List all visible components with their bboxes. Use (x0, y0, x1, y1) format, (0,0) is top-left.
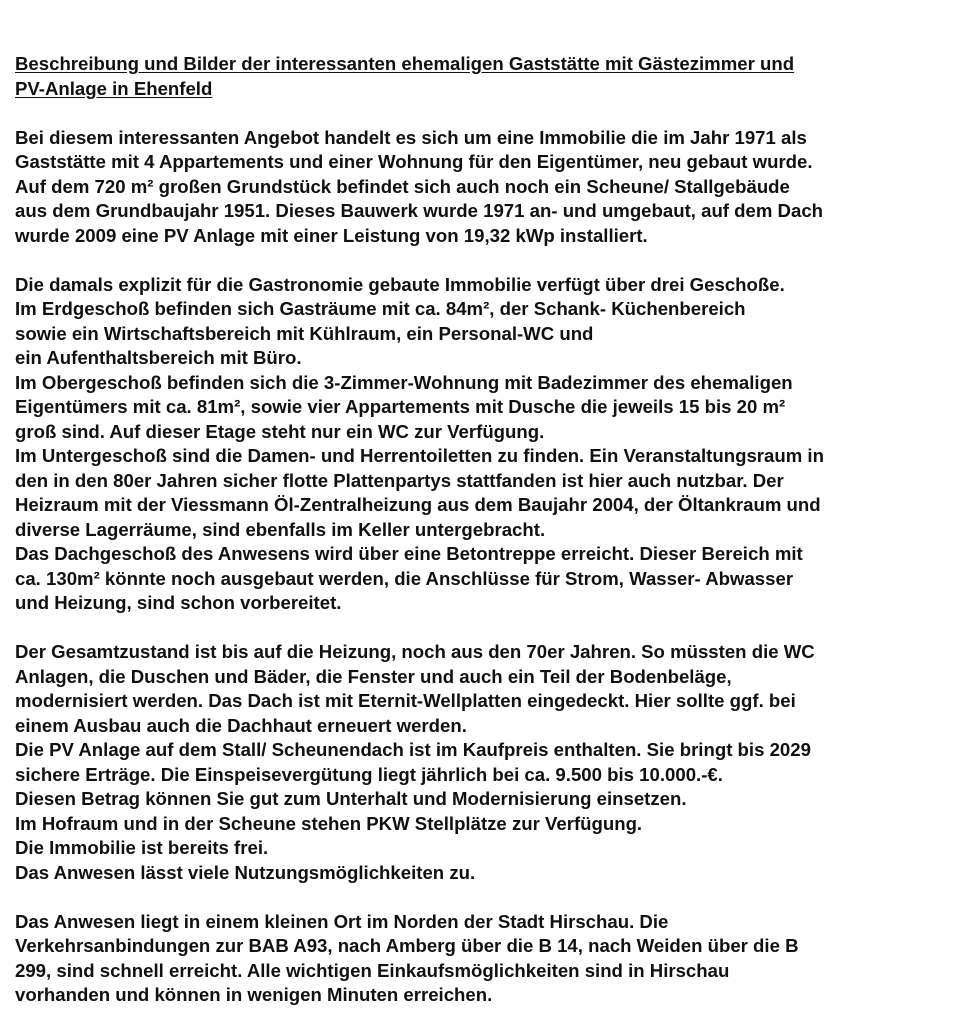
text-line: diverse Lagerräume, sind ebenfalls im Keller untergebracht. (15, 518, 546, 540)
paragraph-gap (15, 885, 960, 910)
paragraph-gap (15, 101, 960, 126)
text-line: und Heizung, sind schon vorbereitet. (15, 592, 342, 613)
text-line: Im Erdgeschoß befinden sich Gasträume mit ca. 84m², der Schank- Küchenbereich (15, 298, 746, 319)
text-line: Verkehrsanbindungen zur BAB A93, nach Amberg über die B 14, nach Weiden über die B (15, 935, 799, 956)
text-line: Der Gesamtzustand ist bis auf die Heizung, noch aus den 70er Jahren. So müssten die WC (15, 641, 815, 662)
text-line: Im Obergeschoß befinden sich die 3-Zimmer-Wohnung mit Badezimmer des ehemaligen (15, 371, 793, 393)
text-line: Im Untergeschoß sind die Damen- und Herrentoiletten zu finden. Ein Veranstaltungsraum in (15, 445, 824, 466)
paragraph-condition (15, 640, 960, 885)
text-line: einem Ausbau auch die Dachhaut erneuert werden. (15, 714, 467, 736)
title-line: PV-Anlage in Ehenfeld (15, 77, 213, 99)
text-line: 299, sind schnell erreicht. Alle wichtigen Einkaufsmöglichkeiten sind in Hirschau (15, 959, 730, 981)
text-line: modernisiert werden. Das Dach ist mit Eternit-Wellplatten eingedeckt. Hier sollte ggf. bei (15, 690, 796, 711)
text-line: Die damals explizit für die Gastronomie gebaute Immobilie verfügt über drei Geschoße. (15, 273, 785, 295)
text-line: Bei diesem interessanten Angebot handelt es sich um eine Immobilie die im Jahr 1971 als (15, 126, 807, 148)
text-line: Heizraum mit der Viessmann Öl-Zentralheizung aus dem Baujahr 2004, der Öltankraum und (15, 494, 821, 515)
text-line: ein Aufenthaltsbereich mit Büro. (15, 347, 302, 368)
text-line: Das Anwesen lässt viele Nutzungsmöglichkeiten zu. (15, 861, 476, 883)
text-line: vorhanden und können in wenigen Minuten erreichen. (15, 984, 493, 1005)
text-line: Diesen Betrag können Sie gut zum Unterhalt und Modernisierung einsetzen. (15, 788, 687, 809)
text-line: Im Hofraum und in der Scheune stehen PKW Stellplätze zur Verfügung. (15, 812, 643, 834)
text-line: Das Dachgeschoß des Anwesens wird über eine Betontreppe erreicht. Dieser Bereich mit (15, 543, 803, 564)
text-line: Die PV Anlage auf dem Stall/ Scheunendach ist im Kaufpreis enthalten. Sie bringt bis 2029 (15, 739, 811, 760)
text-line: den in den 80er Jahren sicher flotte Plattenpartys stattfanden ist hier auch nutzbar. Der (15, 469, 784, 491)
text-line: Eigentümers mit ca. 81m², sowie vier Appartements mit Dusche die jeweils 15 bis 20 m² (15, 396, 786, 417)
text-line: sichere Erträge. Die Einspeisevergütung liegt jährlich bei ca. 9.500 bis 10.000.-€. (15, 763, 723, 785)
text-line: Auf dem 720 m² großen Grundstück befindet sich auch noch ein Scheune/ Stallgebäude (15, 175, 790, 197)
document-title (15, 52, 960, 101)
text-line: Gaststätte mit 4 Appartements und einer Wohnung für den Eigentümer, neu gebaut wurde. (15, 151, 813, 172)
text-line: aus dem Grundbaujahr 1951. Dieses Bauwerk wurde 1971 an- und umgebaut, auf dem Dach (15, 200, 824, 221)
paragraph-gap (15, 616, 960, 641)
paragraph-intro (15, 126, 960, 249)
paragraph-floors (15, 273, 960, 616)
title-line: Beschreibung und Bilder der interessanten ehemaligen Gaststätte mit Gästezimmer und (15, 53, 795, 74)
text-line: Anlagen, die Duschen und Bäder, die Fenster und auch ein Teil der Bodenbeläge, (15, 665, 732, 687)
paragraph-location (15, 910, 960, 1008)
text-line: wurde 2009 eine PV Anlage mit einer Leistung von 19,32 kWp installiert. (15, 224, 648, 246)
document-body (15, 52, 960, 1008)
text-line: ca. 130m² könnte noch ausgebaut werden, die Anschlüsse für Strom, Wasser- Abwasser (15, 567, 794, 589)
text-line: groß sind. Auf dieser Etage steht nur ein WC zur Verfügung. (15, 420, 545, 442)
paragraph-gap (15, 248, 960, 273)
text-line: sowie ein Wirtschaftsbereich mit Kühlraum, ein Personal-WC und (15, 322, 594, 344)
text-line: Die Immobilie ist bereits frei. (15, 837, 269, 858)
text-line: Das Anwesen liegt in einem kleinen Ort im Norden der Stadt Hirschau. Die (15, 910, 669, 932)
